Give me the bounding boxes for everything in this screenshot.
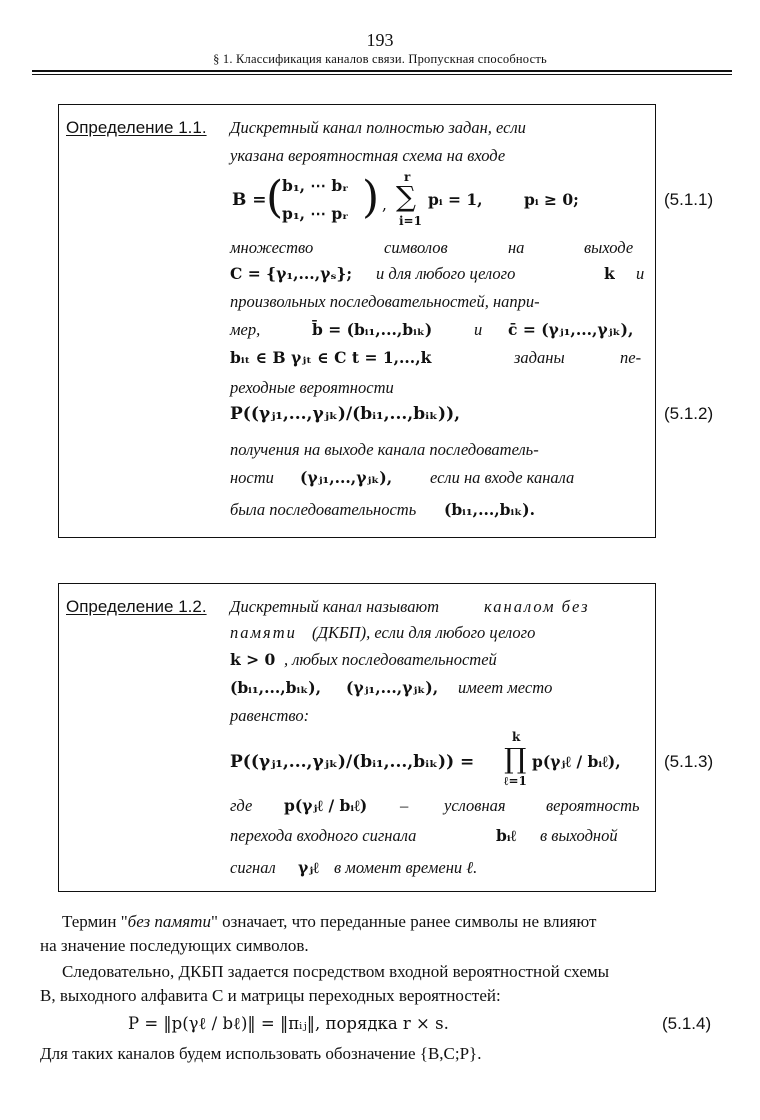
definition-1-2-label: Определение 1.2.: [66, 597, 207, 616]
output-sequence-formula: (γⱼ₁,...,γⱼₖ),: [300, 468, 393, 487]
def1-line-6: произвольных последовательностей, напри-: [230, 292, 540, 311]
input-seq-formula-2: (bᵢ₁,...,bᵢₖ),: [230, 678, 322, 697]
def1-line-1: Дискретный канал полностью задан, если: [230, 118, 526, 137]
def1-line-12a: ности: [230, 468, 274, 487]
product-lower-limit: ℓ=1: [504, 774, 527, 788]
memoryless-lhs: P((γⱼ₁,...,γⱼₖ)/(bᵢ₁,...,bᵢₖ)) =: [230, 752, 475, 772]
def2-line-7d: вероятность: [546, 796, 640, 815]
output-signal-symbol: γⱼℓ: [298, 858, 319, 877]
def2-line-7a: где: [230, 796, 253, 815]
output-alphabet-formula: C = {γ₁,...,γₛ};: [230, 264, 353, 283]
def1-line-7a: мер,: [230, 320, 261, 339]
def2-line-9a: сигнал: [230, 858, 276, 877]
def1-line-4d: выходе: [584, 238, 634, 257]
input-sequence-formula: (bᵢ₁,...,bᵢₖ).: [444, 500, 536, 519]
formula-comma: ,: [382, 196, 387, 214]
def2-line-3: , любых последовательностей: [284, 650, 497, 669]
product-body: p(γⱼℓ / bᵢℓ),: [532, 752, 621, 771]
definition-1-1-label: Определение 1.1.: [66, 118, 207, 137]
def2-line-2b: (ДКБП), если для любого целого: [312, 623, 536, 642]
emphasis-without-memory: без памяти: [127, 912, 211, 931]
def2-line-7c: условная: [444, 796, 506, 815]
header-rule-thick: [32, 70, 732, 72]
matrix-top-row: b₁, ⋯ bᵣ: [282, 176, 349, 195]
running-head: § 1. Классификация каналов связи. Пропускная способность: [213, 52, 547, 66]
sum-body: pᵢ = 1,: [428, 190, 483, 209]
body-paragraph-1-cont: на значение последующих символов.: [40, 936, 309, 955]
def2-line-8a: перехода входного сигнала: [230, 826, 417, 845]
equation-number-5-1-1: (5.1.1): [664, 190, 714, 209]
def1-line-4c: на: [508, 238, 525, 257]
conditional-probability-formula: p(γⱼℓ / bᵢℓ): [284, 796, 368, 815]
formula-B-lhs: B =: [232, 190, 267, 210]
def2-line-9b: в момент времени ℓ.: [334, 858, 478, 877]
product-symbol: ∏: [504, 742, 527, 775]
body-paragraph-2: Следовательно, ДКБП задается посредством входной вероятностной схемы: [62, 962, 610, 981]
def2-line-4: имеет место: [458, 678, 553, 697]
equation-number-5-1-4: (5.1.4): [662, 1014, 712, 1033]
matrix-equation: P = ‖p(γℓ / bℓ)‖ = ‖πᵢⱼ‖, порядка r × s.: [128, 1014, 449, 1033]
def2-line-7b: –: [400, 796, 409, 815]
transition-probability-formula: P((γⱼ₁,...,γⱼₖ)/(bᵢ₁,...,bᵢₖ)),: [230, 404, 461, 424]
matrix-right-paren: ): [362, 172, 380, 223]
def2-line-1a: Дискретный канал называют: [230, 597, 440, 616]
sum-lower-limit: i=1: [399, 214, 422, 228]
def1-line-4b: символов: [384, 238, 448, 257]
def2-line-2a: памяти: [230, 623, 297, 642]
body-paragraph-2-cont: B, выходного алфавита C и матрицы переходных вероятностей:: [40, 986, 501, 1005]
equation-number-5-1-2: (5.1.2): [664, 404, 714, 423]
def2-line-8b: в выходной: [540, 826, 618, 845]
def1-line-12b: если на входе канала: [430, 468, 575, 487]
body-paragraph-1: Термин "без памяти" означает, что переданные ранее символы не влияют: [62, 912, 597, 931]
def1-line-2: указана вероятностная схема на входе: [230, 146, 506, 165]
def1-line-13: была последовательность: [230, 500, 417, 519]
def1-line-8-text2: пе-: [620, 348, 642, 367]
equation-number-5-1-3: (5.1.3): [664, 752, 714, 771]
input-signal-symbol: bᵢℓ: [496, 826, 517, 845]
def1-line-4a: множество: [230, 238, 314, 257]
def2-line-1b: каналом без: [484, 597, 590, 616]
matrix-bottom-row: p₁, ⋯ pᵣ: [282, 204, 349, 223]
def1-line-11: получения на выходе канала последователь-: [230, 440, 539, 459]
def1-line-7-and: и: [474, 320, 483, 339]
output-seq-formula-2: (γⱼ₁,...,γⱼₖ),: [346, 678, 439, 697]
sequence-c-formula: c̄ = (γⱼ₁,...,γⱼₖ),: [508, 320, 634, 339]
def1-line-9: реходные вероятности: [230, 378, 394, 397]
sequence-b-formula: b̄ = (bᵢ₁,...,bᵢₖ): [312, 320, 433, 339]
def1-line-5-k: k: [604, 264, 615, 283]
def2-line-5: равенство:: [230, 706, 310, 725]
body-paragraph-3: Для таких каналов будем использовать обозначение {B,C;P}.: [40, 1044, 482, 1063]
header-rule-thin: [32, 74, 732, 75]
def1-line-5-text: и для любого целого: [376, 264, 516, 283]
def1-line-5-and: и: [636, 264, 645, 283]
product-upper-limit: k: [512, 730, 521, 744]
page-number: 193: [366, 30, 394, 50]
sum-upper-limit: r: [404, 170, 411, 184]
sum-symbol: ∑: [396, 180, 416, 213]
membership-formula: bᵢₜ ∈ B γⱼₜ ∈ C t = 1,...,k: [230, 348, 432, 367]
def1-line-8-text: заданы: [514, 348, 565, 367]
probability-condition: pᵢ ≥ 0;: [524, 190, 579, 209]
k-positive-formula: k > 0: [230, 650, 276, 669]
matrix-left-paren: (: [266, 172, 284, 223]
